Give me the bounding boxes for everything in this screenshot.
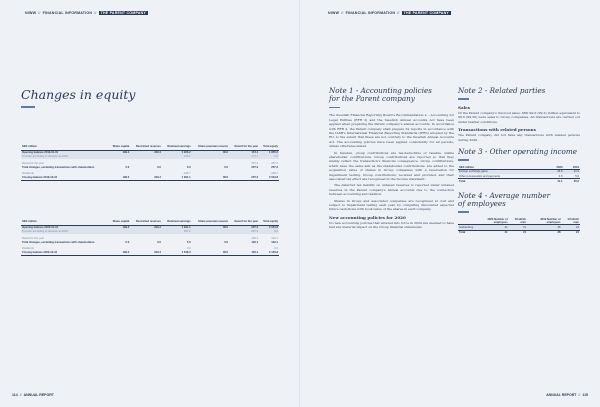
row-label: Total — [458, 230, 474, 235]
table-cell: 2 043.8 — [259, 176, 279, 181]
table-cell: 0.0 — [157, 165, 161, 169]
table-cell: 0.0 — [224, 240, 229, 244]
note1-paragraph: No new accounting policies that entered into force in 2020 are deemed to have had any material impact on the Group financial statements. — [329, 220, 454, 230]
table-cell: 249.4 — [130, 225, 162, 230]
table-cell: 38 — [527, 230, 561, 235]
title-accent-bar — [21, 106, 35, 108]
column-header: 2019 Number of employees — [527, 218, 561, 225]
notes-2-4-column — [458, 87, 580, 239]
table-cell: 1 226.2 — [162, 150, 192, 155]
table-cell: 257.2 — [271, 161, 278, 165]
note1-subheading: New accounting policies for 2020 — [329, 214, 406, 220]
table-cell: 0.0 — [224, 165, 229, 169]
note4-title: Note 4 - Average number of employees — [458, 190, 551, 209]
table-cell: 21.9 — [563, 170, 580, 175]
page-footer: ANNUAL REPORT // 115 — [546, 393, 588, 397]
note1-title: Note 1 - Accounting policies for the Parent company — [329, 86, 432, 104]
table-cell: 257.2 — [271, 165, 278, 169]
column-header: Total equity — [259, 145, 279, 150]
column-header: Share premium reserve — [192, 145, 229, 150]
column-header: Result for the year — [229, 145, 259, 150]
table-header-row — [458, 218, 580, 225]
table-cell: 24 — [561, 225, 580, 230]
table-cell: 199.0 — [108, 176, 130, 181]
table-cell: 2 043.8 — [259, 225, 279, 230]
note4-accent-bar — [458, 211, 469, 213]
running-header: NIWW // FINANCIAL INFORMATION // THE PARENT COMPANY — [328, 11, 449, 15]
row-label: Transfer according to decision at AGM — [21, 230, 108, 234]
note2-title: Note 2 - Related parties — [458, 86, 546, 95]
column-header: Of which men — [509, 218, 527, 225]
column-header: 2020 — [547, 166, 564, 170]
row-label: Dividends — [22, 171, 34, 175]
row-label: Dividends — [22, 246, 34, 250]
row-label: Opening balance 2019-01-01 — [21, 150, 108, 155]
note2-subheading-sales: Sales — [458, 104, 471, 110]
table-cell: 4.5 — [558, 174, 563, 178]
table-cell: 257.2 — [162, 230, 192, 234]
table-cell: 257.2 — [229, 176, 259, 181]
table-cell: 102.1 — [271, 240, 278, 244]
table-cell: 48.0 — [192, 150, 229, 155]
note1-column — [329, 87, 454, 232]
column-header: Total equity — [259, 220, 279, 225]
note2-paragraph: The Parent company did not have any transactions with related persons during 2020. — [458, 133, 580, 142]
row-label: Transfer according to decision at AGM — [21, 155, 108, 159]
row-label: Total — [458, 179, 547, 184]
page-title: Changes in equity — [21, 87, 136, 102]
table-cell: 1 291.1 — [162, 225, 192, 230]
note2-accent-bar — [458, 98, 469, 100]
table-cell: 0.0 — [186, 165, 191, 169]
table-cell: 199.0 — [108, 150, 130, 155]
table-row — [21, 251, 279, 256]
table-cell: 0.0 — [186, 246, 191, 250]
other-operating-income-table — [458, 166, 580, 184]
table-cell: 41 — [474, 225, 508, 230]
table-cell: 38 — [527, 225, 561, 230]
header-company: NIWW — [328, 11, 340, 15]
header-highlight: THE PARENT COMPANY — [100, 11, 146, 15]
employees-table — [458, 218, 580, 235]
note2-paragraph: Of the Parent company's invoiced sales, SEK 99.0 (99.2) million equivalent to 99.6 (99.30) were sales to Group companies. All transactions are carried out under market conditions. — [458, 110, 580, 124]
table-cell: 48.0 — [192, 176, 229, 181]
column-header: Retained earnings — [162, 145, 192, 150]
note1-paragraph: In Sweden, group contributions are tax-deductible or taxable, unlike shareholder contributions. Group contributions are reported so that they mainly reflect the transaction's financial consequence. Group contributions, which have the same aim as the shareholder contributions, are added to the acquisition value of shares in Group companies with a reservation for impairment testing. Group contributions, received and provided, and their associated tax effect are recognised in the income statement. — [329, 150, 454, 181]
row-label: Result for the year — [22, 161, 44, 165]
column-header: 2019 — [563, 166, 580, 170]
table-cell: 249.4 — [130, 176, 162, 181]
note2-subheading-related-persons: Transactions with related persons — [458, 127, 536, 133]
table-cell: 257.2 — [251, 165, 259, 169]
footer-label: ANNUAL REPORT — [23, 393, 54, 397]
table-cell: 199.0 — [108, 225, 130, 230]
table-cell: 26.9 — [563, 179, 580, 184]
table-cell: -108.7 — [270, 171, 278, 175]
right-page — [300, 0, 600, 407]
table-cell: 24 — [561, 230, 580, 235]
column-header: Restricted reserves — [130, 145, 162, 150]
header-section: FINANCIAL INFORMATION — [42, 11, 93, 15]
table-cell: 249.4 — [130, 150, 162, 155]
table-cell: 0.0 — [125, 240, 130, 244]
header-highlight: THE PARENT COMPANY — [403, 11, 449, 15]
table-cell: 0.0 — [259, 230, 279, 234]
table-cell: -108.7 — [183, 171, 191, 175]
table-cell: 0.0 — [157, 240, 161, 244]
column-header: Of which men — [561, 218, 580, 225]
table-cell: 257.2 — [251, 161, 259, 165]
table-row — [458, 230, 580, 235]
row-label: Closing balance 2020-12-31 — [21, 251, 108, 256]
row-label: Gothenburg — [459, 225, 474, 229]
table-cell: 21 — [509, 225, 527, 230]
row-label: Result for the year — [22, 236, 44, 240]
note3-title: Note 3 - Other operating income — [458, 146, 577, 156]
table-cell: 36.6 — [547, 170, 564, 175]
table-cell: 102.1 — [229, 251, 259, 256]
note1-paragraph: Shares in Group and associated companies are recognised at cost and subject to impairment testing each year, by comparing discounted expected future cash-flows with book value of the shares in each company. — [329, 198, 454, 212]
column-header: Share premium reserve — [192, 220, 229, 225]
table-cell: 48.0 — [192, 225, 229, 230]
table-cell: 1 955.2 — [259, 150, 279, 155]
footer-page-number: 115 — [582, 393, 588, 397]
table-cell: 173.1 — [162, 155, 192, 159]
row-label: Foreign exchange gains — [458, 170, 547, 175]
footer-label: ANNUAL REPORT — [546, 393, 577, 397]
equity-table-2019 — [21, 145, 279, 181]
table-cell: 102.1 — [251, 236, 259, 240]
row-label: Closing balance 2019-12-31 — [21, 176, 108, 181]
equity-table-2020 — [21, 220, 279, 256]
column-header: SEK million — [21, 145, 108, 150]
column-header: Retained earnings — [162, 220, 192, 225]
row-label: Total changes, excluding transactions with shareholders — [22, 165, 95, 169]
header-company: NIWW — [25, 11, 37, 15]
table-cell: 1 548.3 — [162, 251, 192, 256]
table-cell: 257.2 — [229, 225, 259, 230]
running-header: NIWW // FINANCIAL INFORMATION // THE PARENT COMPANY — [25, 11, 146, 15]
column-header: Share capital — [108, 220, 130, 225]
table-cell: 48.0 — [192, 251, 229, 256]
table-cell: 249.4 — [130, 251, 162, 256]
table-cell: 5.0 — [575, 174, 579, 178]
table-cell: 21 — [509, 230, 527, 235]
page-footer: 114 // ANNUAL REPORT — [12, 393, 54, 397]
table-cell: 1 291.1 — [162, 176, 192, 181]
table-cell: 173.1 — [229, 150, 259, 155]
table-cell: 0.0 — [259, 155, 279, 159]
column-header: 2020 Number of employees — [474, 218, 508, 225]
table-cell: -173.1 — [229, 155, 259, 159]
column-header — [458, 218, 474, 225]
table-cell: 41 — [474, 230, 508, 235]
table-cell: 199.0 — [108, 251, 130, 256]
footer-page-number: 114 — [12, 393, 18, 397]
table-cell: 41.1 — [547, 179, 564, 184]
column-header: Result for the year — [229, 220, 259, 225]
table-cell: 0.0 — [274, 246, 278, 250]
column-header: Share capital — [108, 145, 130, 150]
table-cell: 102.1 — [251, 240, 259, 244]
row-label: Other remuneration and payments — [459, 174, 500, 178]
table-cell: -257.2 — [229, 230, 259, 234]
note1-paragraph: The deferred tax liability on untaxed reserves is reported under untaxed reserves in the Parent company's annual accounts due to the connection between accounting and taxation. — [329, 183, 454, 197]
table-cell: 0.0 — [186, 240, 191, 244]
note3-accent-bar — [458, 159, 469, 161]
header-section: FINANCIAL INFORMATION — [345, 11, 396, 15]
table-cell: 102.1 — [271, 236, 278, 240]
column-header: Restricted reserves — [130, 220, 162, 225]
row-label: Total changes, excluding transactions with shareholders — [22, 240, 95, 244]
row-label: Opening balance 2020-01-01 — [21, 225, 108, 230]
note1-paragraph: The Swedish Financial Reporting Board's Recommendation 2 – Accounting for Legal Entities (RFR 2) and the Swedish Annual Accounts Act have been applied when preparing the Parent company's annual accounts. In accordance with RFR 2, the Parent company shall prepare its reports in accordance with the IASB's International Financial Reporting Standards (IFRS) adopted by the EU, to the extent that these are not contrary to the Swedish Annual Accounts Act. The accounting policies have been applied consistently for all periods, unless otherwise stated. — [329, 113, 454, 149]
table-row — [458, 179, 580, 184]
column-header: SEK million — [458, 166, 547, 170]
note1-accent-bar — [329, 107, 340, 109]
table-row — [21, 176, 279, 181]
table-cell: 0.0 — [125, 165, 130, 169]
table-cell: 2 146.8 — [259, 251, 279, 256]
column-header: SEK million — [21, 220, 108, 225]
